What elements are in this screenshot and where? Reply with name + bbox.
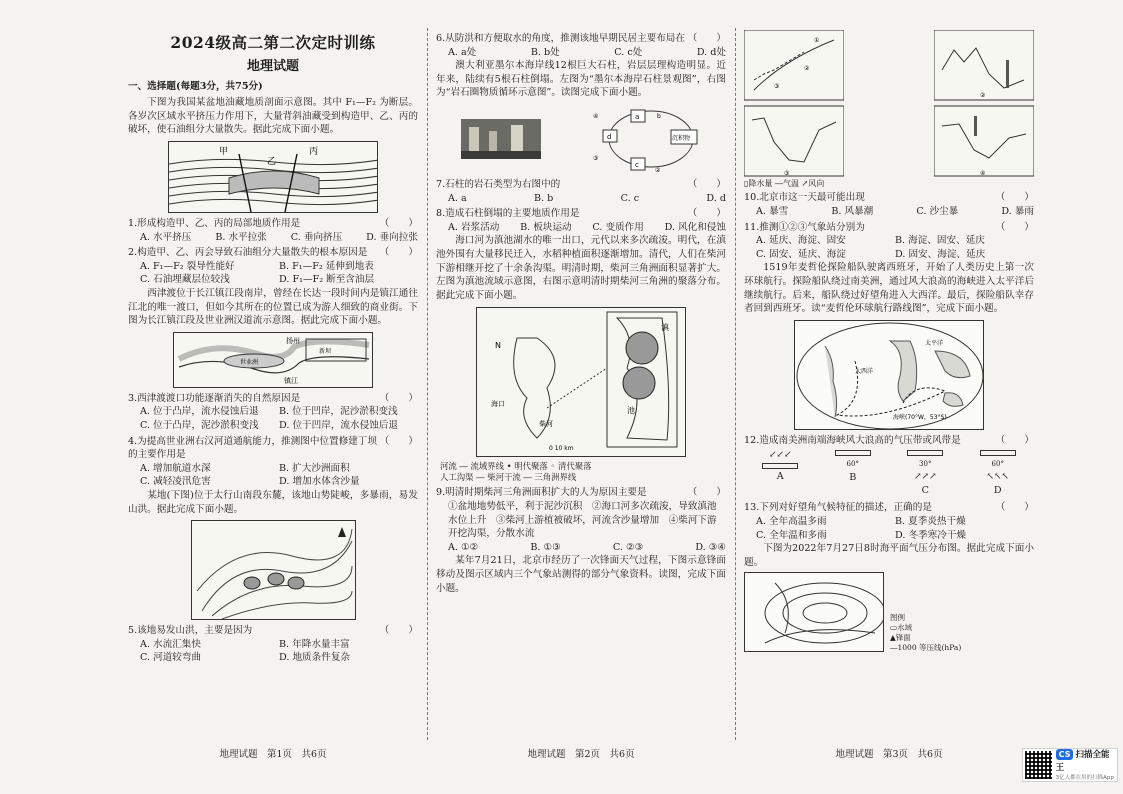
option: A. 岩浆活动 bbox=[448, 221, 500, 233]
answer-bracket: （ ） bbox=[379, 392, 418, 404]
legend-item: 锋面 bbox=[895, 632, 911, 642]
question-stem: 10.北京市这一天最可能出现 bbox=[744, 192, 865, 204]
answer-bracket: （ ） bbox=[995, 502, 1034, 514]
camscanner-badge bbox=[1022, 748, 1118, 782]
fig1-label: 乙 bbox=[267, 156, 277, 167]
legend-item: 三角洲界线 bbox=[534, 472, 577, 483]
pressure-belt-options bbox=[744, 447, 1034, 499]
legend-item: 清代聚落 bbox=[557, 460, 592, 471]
statement: ①盆地地势低平，利于泥沙沉积 bbox=[448, 500, 583, 512]
question-stem: 7.石柱的岩石类型为右图中的 bbox=[436, 179, 561, 191]
option: C. c bbox=[620, 192, 640, 204]
fig2-label: 世业洲 bbox=[240, 358, 259, 366]
answer-bracket: （ ） bbox=[379, 247, 418, 259]
statement: ④柴河下游开挖沟渠，分散水流 bbox=[448, 514, 717, 540]
rock-cycle-label: ③ bbox=[593, 155, 599, 163]
oil-reservoir-profile-figure bbox=[168, 141, 378, 213]
answer-bracket: （ ） bbox=[687, 208, 726, 220]
option: B. 水平拉张 bbox=[215, 231, 267, 243]
fig-label: ③ bbox=[774, 83, 780, 90]
question-12 bbox=[744, 434, 1034, 500]
option: C. 固安、延庆、海淀 bbox=[756, 248, 846, 260]
passage-3: 某地(下图)位于太行山南段东麓，该地山势陡峻，多暴雨，易发山洪。据此完成下面小题。 bbox=[128, 490, 418, 515]
section-heading: 一、选择题(每题3分，共75分) bbox=[128, 81, 263, 93]
exam-title: 2024级高二第二次定时训练 bbox=[170, 33, 376, 52]
option: C. ②③ bbox=[612, 541, 644, 553]
passage-5: 海口河为滇池湖水的唯一出口，元代以来多次疏浚。明代，在滇池外围有大量移民迁入，水稻种植面积逐渐增加。清代，人们在柴河下游相继开挖了十余条沟渠。明清时期，柴河三角洲面积显著扩大。左图为滇池流域示意图，右图示意明清时期柴河三角洲的聚落分布。据此完成下面小题。 bbox=[436, 235, 726, 301]
option: C bbox=[921, 484, 929, 496]
option: D. 风化和侵蚀 bbox=[664, 221, 726, 233]
column-divider bbox=[427, 28, 428, 740]
answer-bracket: （ ） bbox=[687, 33, 726, 44]
option: D. 垂向拉张 bbox=[366, 231, 418, 243]
option: A. 暴雪 bbox=[756, 205, 789, 217]
option: A. F₁—F₂ 裂导性能好 bbox=[140, 260, 235, 272]
question-5 bbox=[128, 624, 418, 665]
magellan-route-map bbox=[794, 320, 984, 430]
fig2-label: 扬州 bbox=[286, 336, 300, 345]
option: B bbox=[849, 472, 857, 484]
fig5-legend: 河流 ― 流域界线 • 明代聚落 ◦ 清代聚落 人工沟渠 ― 柴河干流 ― 三角洲界线 bbox=[440, 460, 592, 483]
belt-option: 60° ↖↖↖ D bbox=[980, 449, 1016, 497]
option: C. 变质作用 bbox=[592, 221, 644, 233]
option: B. 板块运动 bbox=[520, 221, 572, 233]
isobar-legend: 图例 ▭水域 ▲锋面 ―1000 等压线(hPa) bbox=[890, 613, 962, 652]
legend-item: 风向 bbox=[808, 179, 825, 188]
legend-item: 河流 bbox=[440, 460, 457, 471]
coast-pillar-photo bbox=[461, 119, 541, 159]
rock-cycle-label: a bbox=[635, 113, 640, 122]
fig5-label: 海口 bbox=[491, 399, 505, 408]
question-2 bbox=[128, 246, 418, 287]
question-4 bbox=[128, 435, 418, 489]
option: A bbox=[776, 471, 784, 483]
answer-bracket: （ ） bbox=[995, 434, 1034, 446]
option: B. ①③ bbox=[530, 541, 561, 553]
option: C. 全年温和多雨 bbox=[756, 529, 827, 541]
column-2 bbox=[436, 26, 726, 595]
question-stem: 1.形成构造甲、乙、丙的局部地质作用是 bbox=[128, 217, 301, 229]
answer-bracket: （ ） bbox=[995, 192, 1034, 204]
fig-label: ④ bbox=[980, 170, 986, 177]
question-stem: 3.西津渡渡口功能逐渐消失的自然原因是 bbox=[128, 392, 301, 404]
option: D. F₁—F₂ 断至含油层 bbox=[279, 274, 375, 286]
rock-cycle-label: ④ bbox=[593, 113, 599, 121]
option: A. ①② bbox=[448, 541, 479, 553]
legend-item: 人工沟渠 bbox=[440, 472, 474, 483]
zhenjiang-river-map bbox=[173, 332, 373, 388]
option: A. 位于凸岸，流水侵蚀后退 bbox=[140, 406, 259, 418]
passage-8: 下图为2022年7月27日8时海平面气压分布图。据此完成下面小题。 bbox=[744, 543, 1034, 568]
front-movement-map bbox=[744, 30, 844, 178]
answer-bracket: （ ） bbox=[687, 487, 726, 499]
option: D bbox=[993, 484, 1002, 496]
column-1 bbox=[128, 26, 418, 665]
column-3 bbox=[744, 26, 1034, 652]
fig-label: ③ bbox=[784, 170, 790, 177]
isobar-map bbox=[744, 572, 884, 652]
belt-option: 30° ↗↗↗ C bbox=[907, 449, 943, 497]
passage-1: 下图为我国某盆地油藏地质剖面示意图。其中 F₁—F₂ 为断层。各岁次区域水平挤压力作用下，大量背斜油藏受到构造甲、乙、丙的破坏，使石油组分大量散失。据此完成下面小题。 bbox=[128, 97, 418, 136]
passage-4: 澳大利亚墨尔本海岸线12根巨大石柱，岩层层理构造明显。近年来，陆续有5根石柱倒塌。左图为“墨尔本海岸石柱景观图”，右图为“岩石圈物质循环示意图”。读图完成下面小题。 bbox=[436, 60, 726, 99]
option: B. 扩大沙洲面积 bbox=[279, 462, 350, 474]
option: B. 海淀、固安、延庆 bbox=[895, 235, 985, 247]
option: D. 位于凹岸，流水侵蚀后退 bbox=[279, 419, 398, 431]
option: C. 沙尘暴 bbox=[916, 205, 959, 217]
option: B. 年降水量丰富 bbox=[279, 638, 350, 650]
lake-label: 池 bbox=[627, 405, 635, 415]
station-weather-charts bbox=[934, 30, 1034, 178]
passage-6: 某年7月21日，北京市经历了一次锋面天气过程，下图示意锋面移动及图示区域内三个气象站测得的部分气象资料。读图，完成下面小题。 bbox=[436, 555, 726, 594]
question-stem: 2.构造甲、乙、丙会导致石油组分大量散失的根本原因是 bbox=[128, 247, 368, 259]
option: C. 河道较弯曲 bbox=[140, 652, 202, 664]
rock-cycle-label: 沉积物 bbox=[672, 135, 691, 143]
question-stem: 9.明清时期柴河三角洲面积扩大的人为原因主要是 bbox=[436, 487, 647, 499]
lat-label: 60° bbox=[991, 460, 1004, 469]
belt-option: ↙↙↙ A bbox=[762, 449, 798, 497]
question-11 bbox=[744, 221, 1034, 262]
page-footer: 地理试题 第3页 共6页 bbox=[835, 749, 943, 760]
legend-item: 降水量 bbox=[748, 179, 773, 188]
exam-subtitle: 地理试题 bbox=[246, 59, 299, 74]
fig1-label: 甲 bbox=[219, 146, 229, 157]
belt-option bbox=[835, 449, 871, 497]
rock-cycle-label: c bbox=[635, 161, 639, 170]
question-13 bbox=[744, 501, 1034, 542]
lat-label: 30° bbox=[919, 460, 932, 469]
dianchi-basin-map bbox=[476, 307, 686, 457]
fig-label: ② bbox=[804, 65, 810, 72]
camscanner-logo: CS bbox=[1056, 749, 1074, 760]
question-stem: 8.造成石柱倒塌的主要地质作用是 bbox=[436, 208, 580, 220]
question-stem: 5.该地易发山洪，主要是因为 bbox=[128, 625, 253, 637]
question-8 bbox=[436, 207, 726, 234]
camscanner-name: 扫描全能王 bbox=[1055, 749, 1110, 774]
option: C. 减轻凌汛危害 bbox=[140, 476, 211, 488]
legend-item: 流域界线 bbox=[470, 460, 504, 471]
fig2-label: 新坝 bbox=[319, 347, 332, 355]
answer-bracket: （ ） bbox=[379, 435, 418, 447]
option: D. 增加水体含沙量 bbox=[279, 476, 360, 488]
qr-code-icon bbox=[1025, 751, 1052, 779]
option: C. 位于凸岸，泥沙淤积变浅 bbox=[140, 419, 259, 431]
weather-figures bbox=[744, 30, 1034, 178]
option: A. a处 bbox=[448, 46, 477, 58]
question-7 bbox=[436, 178, 726, 205]
option: B. 风暴潮 bbox=[831, 205, 874, 217]
passage-7: 1519年麦哲伦探险船队驶离西班牙，开始了人类历史上第一次环球航行。探险船队绕过南美洲，通过风大浪高的海峡进入太平洋后继续航行。后来，船队绕过好望角进入大西洋。最后，探险船队幸存者回到西班牙。读“麦哲伦环球航行路线图”，完成下面小题。 bbox=[744, 262, 1034, 315]
fig-label: ① bbox=[814, 37, 820, 44]
question-stem: 13.下列对好望角气候特征的描述，正确的是 bbox=[744, 502, 932, 514]
option: B. F₁—F₂ 延伸到地表 bbox=[279, 260, 374, 272]
statement-list bbox=[436, 500, 726, 541]
lat-label: 60° bbox=[846, 460, 859, 469]
option: D. 冬季寒冷干燥 bbox=[895, 529, 967, 541]
option: B. 位于凹岸，泥沙淤积变浅 bbox=[279, 406, 398, 418]
answer-bracket: （ ） bbox=[687, 179, 726, 191]
option: A. 增加航道水深 bbox=[140, 462, 211, 474]
legend-item: 气温 bbox=[782, 179, 799, 188]
contour-map-figure bbox=[191, 520, 356, 620]
rock-cycle-diagram bbox=[591, 104, 701, 174]
question-1 bbox=[128, 217, 418, 244]
passage-2: 西津渡位于长江镇江段南岸，曾经在长达一段时间内是镇江通往江北的唯一渡口，但如今其所在的位置已成为游人细致的商业街。下图为长江镇江段及世业洲汉道流示意图。据此完成下面小题。 bbox=[128, 287, 418, 327]
camscanner-tagline: 3亿人都在用的扫描App bbox=[1055, 774, 1114, 781]
north-arrow: N bbox=[495, 340, 501, 350]
question-stem: 6.从防洪和方便取水的角度，推测该地早期民居主要布局在 bbox=[436, 33, 685, 44]
option: A. 延庆、海淀、固安 bbox=[756, 235, 846, 247]
fig-label: ② bbox=[980, 92, 986, 99]
map-label: 海峡(70°W，53°S) bbox=[893, 413, 947, 421]
option: D. d bbox=[706, 192, 726, 204]
scale-bar: 0 10 km bbox=[549, 444, 574, 452]
isobar-figure bbox=[744, 572, 1034, 652]
option: A. a bbox=[448, 192, 467, 204]
legend-item: 1000 等压线(hPa) bbox=[897, 642, 962, 652]
page-footer: 地理试题 第1页 共6页 bbox=[219, 749, 327, 760]
option: D. 地质条件复杂 bbox=[279, 652, 351, 664]
option: A. 全年高温多雨 bbox=[756, 516, 827, 528]
option: C. 石油埋藏层位较浅 bbox=[140, 274, 230, 286]
option: C. 垂向挤压 bbox=[290, 231, 343, 243]
option: A. 水流汇集快 bbox=[140, 638, 201, 650]
answer-bracket: （ ） bbox=[379, 217, 418, 229]
answer-bracket: （ ） bbox=[379, 625, 418, 637]
option: B. b bbox=[534, 192, 554, 204]
option: D. 暴雨 bbox=[1001, 205, 1034, 217]
rock-cycle-label: d bbox=[607, 133, 612, 142]
map-label: 大西洋 bbox=[855, 367, 874, 375]
fig2-label: 镇江 bbox=[284, 376, 298, 385]
statement: ②海口河多次疏浚，导致滇池水位上升 bbox=[448, 500, 717, 526]
rock-cycle-label: b bbox=[657, 113, 661, 121]
legend-item: 明代聚落 bbox=[514, 460, 548, 471]
question-stem: 12.造成南美洲南端海峡风大浪高的气压带或风带是 bbox=[744, 434, 961, 446]
map-label: 太平洋 bbox=[925, 339, 944, 347]
lake-label: 滇 bbox=[661, 322, 669, 332]
rock-cycle-label: ② bbox=[655, 167, 661, 175]
question-stem: 4.为提高世业洲右汉河道通航能力，推测图中位置修建丁坝的主要作用是 bbox=[128, 435, 377, 461]
legend-item: 柴河干流 bbox=[487, 472, 521, 483]
statement: ③柴河上游植被破坏，河流含沙量增加 bbox=[495, 514, 660, 526]
option: B. 夏季炎热干燥 bbox=[895, 516, 966, 528]
column-divider bbox=[735, 28, 736, 740]
option: D. ③④ bbox=[695, 541, 726, 553]
question-stem: 11.推测①②③气象站分别为 bbox=[744, 221, 865, 233]
question-6 bbox=[436, 32, 726, 59]
question-3 bbox=[128, 392, 418, 433]
fig1-label: 丙 bbox=[309, 146, 319, 157]
question-9 bbox=[436, 486, 726, 554]
option: D. d处 bbox=[696, 46, 726, 58]
fig5-label: 柴河 bbox=[539, 419, 553, 428]
option: B. b处 bbox=[530, 46, 560, 58]
page-footer: 地理试题 第2页 共6页 bbox=[527, 749, 635, 760]
legend-item: 水域 bbox=[897, 623, 913, 633]
question-10 bbox=[744, 191, 1034, 218]
option: D. 固安、海淀、延庆 bbox=[895, 248, 986, 260]
legend-item: 图例 bbox=[890, 613, 905, 623]
rock-figures bbox=[436, 104, 726, 174]
answer-bracket: （ ） bbox=[995, 221, 1034, 233]
option: C. c处 bbox=[614, 46, 643, 58]
weather-legend: ▯降水量 ―气温 ↗风向 bbox=[744, 179, 825, 188]
option: A. 水平挤压 bbox=[140, 231, 192, 243]
